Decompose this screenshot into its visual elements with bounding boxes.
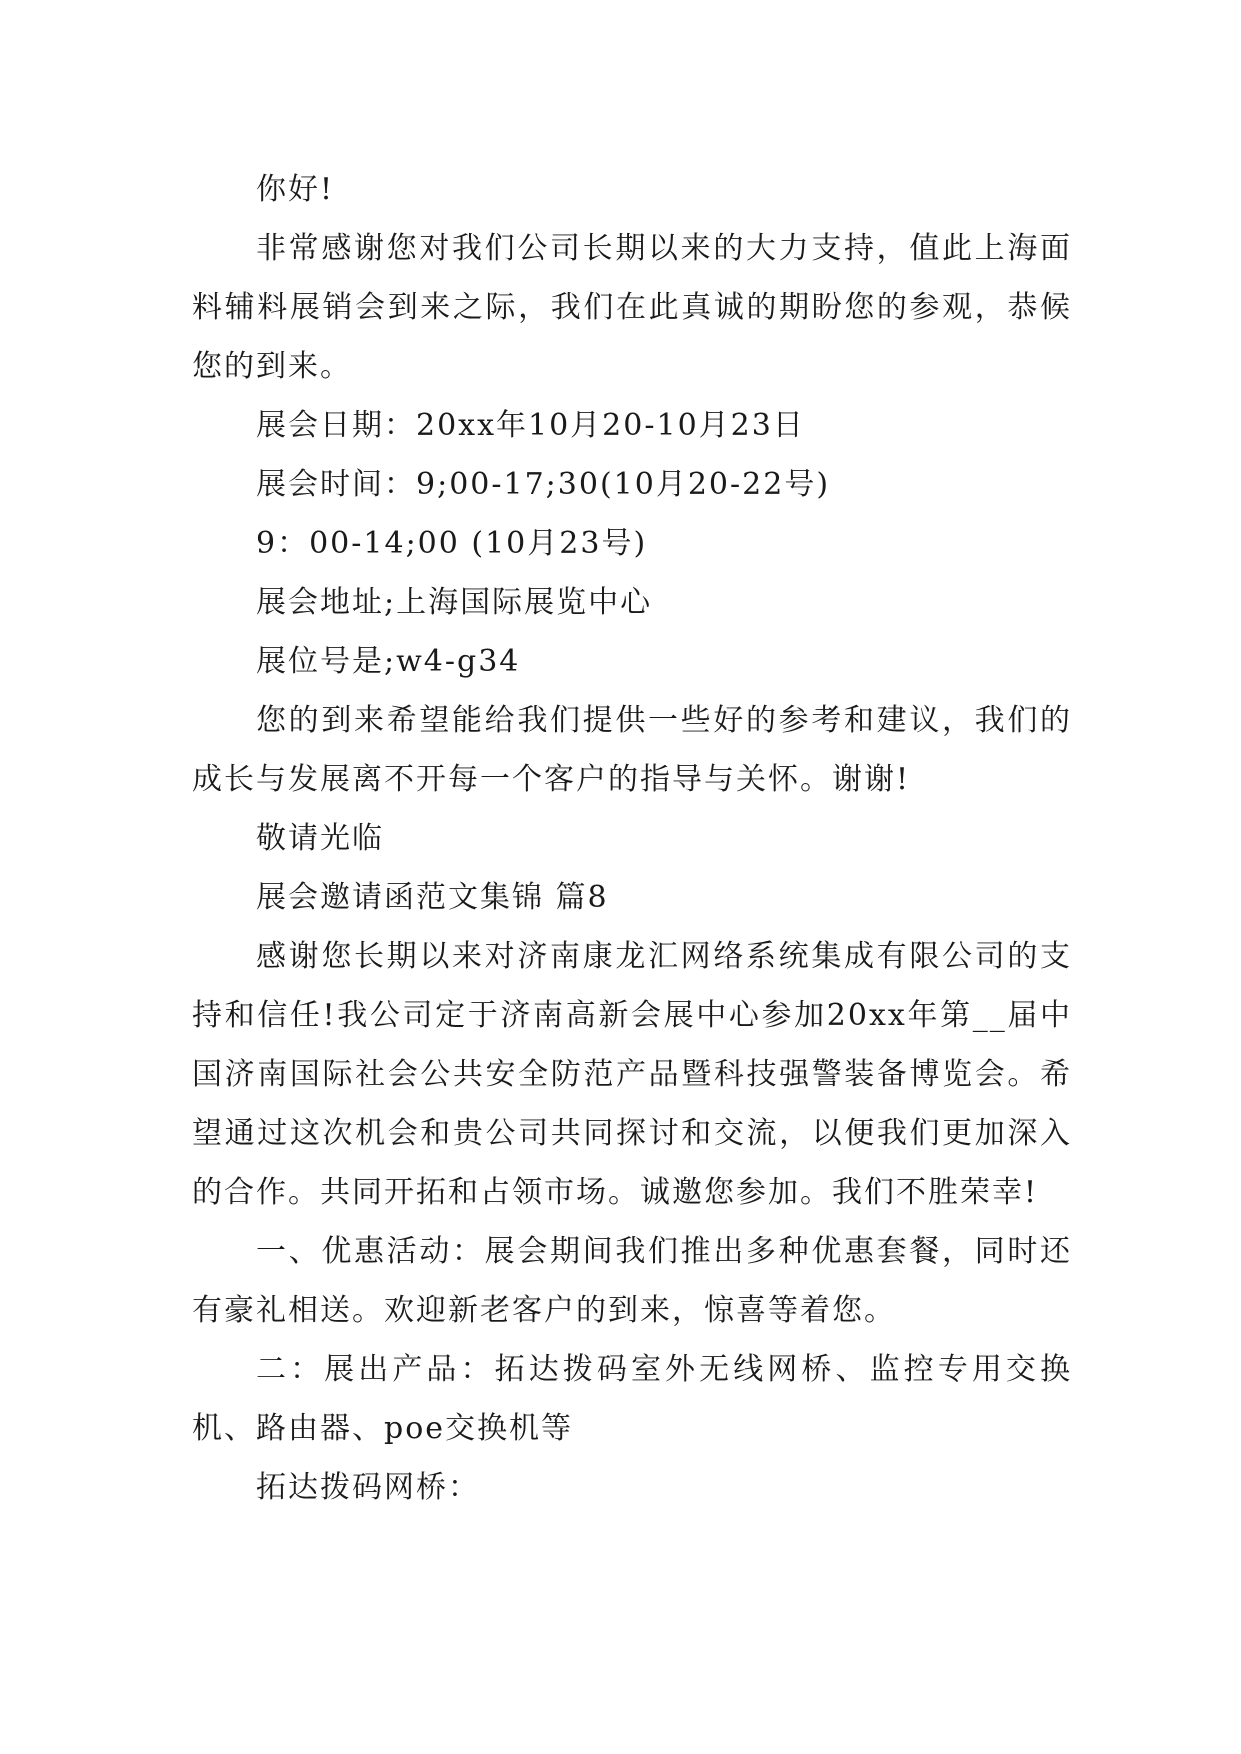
paragraph-thanks: 非常感谢您对我们公司长期以来的大力支持，值此上海面料辅料展销会到来之际，我们在此真诚的期盼您的参观，恭候您的到来。 xyxy=(192,231,1072,384)
paragraph-hope: 您的到来希望能给我们提供一些好的参考和建议，我们的成长与发展离不开每一个客户的指导与关怀。谢谢! xyxy=(192,703,1072,797)
exhibition-address: 展会地址;上海国际展览中心 xyxy=(256,585,653,620)
paragraph-promotion: 一、优惠活动：展会期间我们推出多种优惠套餐，同时还有豪礼相送。欢迎新老客户的到来，惊喜等着您。 xyxy=(192,1234,1072,1328)
document-body xyxy=(192,160,1072,1517)
greeting: 你好! xyxy=(256,172,335,207)
paragraph-bridge: 拓达拨码网桥： xyxy=(256,1470,480,1505)
booth-number: 展位号是;w4-g34 xyxy=(256,644,521,679)
paragraph-products: 二：展出产品：拓达拨码室外无线网桥、监控专用交换机、路由器、poe交换机等 xyxy=(192,1352,1072,1446)
exhibition-date: 展会日期：20xx年10月20-10月23日 xyxy=(256,408,805,443)
exhibition-time-last-day: 9：00-14;00 (10月23号) xyxy=(256,526,648,561)
section-heading: 展会邀请函范文集锦 篇8 xyxy=(256,880,609,915)
exhibition-time: 展会时间：9;00-17;30(10月20-22号) xyxy=(256,467,831,502)
paragraph-company-invite: 感谢您长期以来对济南康龙汇网络系统集成有限公司的支持和信任!我公司定于济南高新会展中心参加20xx年第__届中国济南国际社会公共安全防范产品暨科技强警装备博览会。希望通过这次机会和贵公司共同探讨和交流，以便我们更加深入的合作。共同开拓和占领市场。诚邀您参加。我们不胜荣幸! xyxy=(192,939,1072,1210)
closing-invitation: 敬请光临 xyxy=(256,821,384,856)
